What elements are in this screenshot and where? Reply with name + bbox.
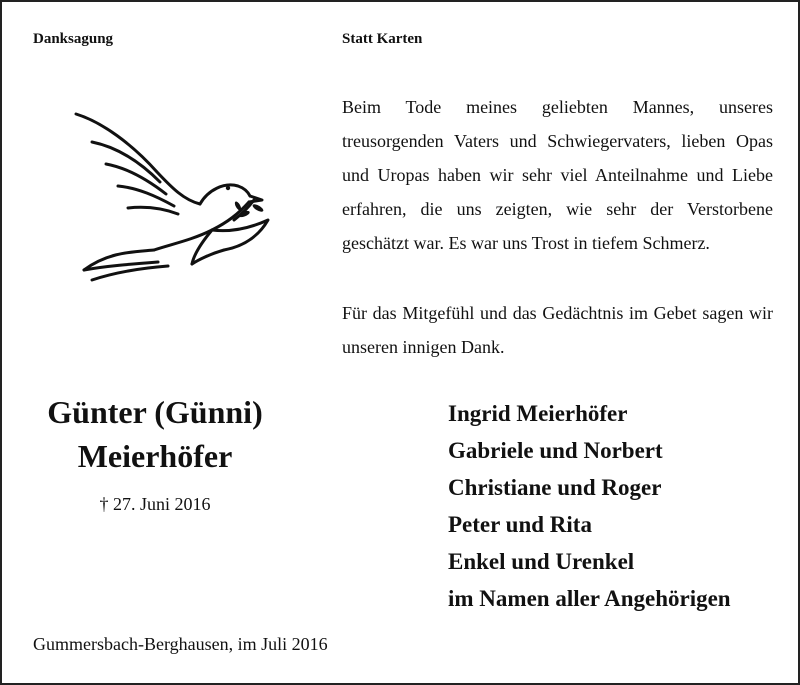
- deceased-name: [2, 390, 308, 478]
- deceased-name-line-1: Günter (Günni): [47, 394, 263, 430]
- signature-line: Enkel und Urenkel: [448, 549, 635, 574]
- signature-line: Christiane und Roger: [448, 475, 662, 500]
- signature-line: Gabriele und Norbert: [448, 438, 663, 463]
- thank-you-message-paragraph-2: Für das Mitgefühl und das Gedächtnis im Gebet sagen wir unseren innigen Dank.: [342, 303, 773, 357]
- dove-with-olive-branch-icon: [62, 102, 287, 287]
- header-label-statt-karten: Statt Karten: [342, 31, 423, 47]
- thank-you-message-paragraph-1: Beim Tode meines geliebten Mannes, unseres treusorgenden Vaters und Schwiegervaters, lieben Opas und Uropas haben wir sehr viel Anteilnahme und Liebe erfahren, die uns zeigten, wie sehr der Verstorbene geschätzt war. Es war uns Trost in tiefem Schmerz.: [342, 97, 773, 253]
- deceased-name-line-2: Meierhöfer: [77, 438, 233, 474]
- death-date: † 27. Juni 2016: [99, 494, 211, 514]
- signature-line: im Namen aller Angehörigen: [448, 586, 731, 611]
- signature-line: Ingrid Meierhöfer: [448, 401, 628, 426]
- signature-line: Peter und Rita: [448, 512, 592, 537]
- signature-list: [448, 395, 731, 617]
- place-and-date: Gummersbach-Berghausen, im Juli 2016: [33, 634, 328, 654]
- header-label-danksagung: Danksagung: [33, 31, 114, 47]
